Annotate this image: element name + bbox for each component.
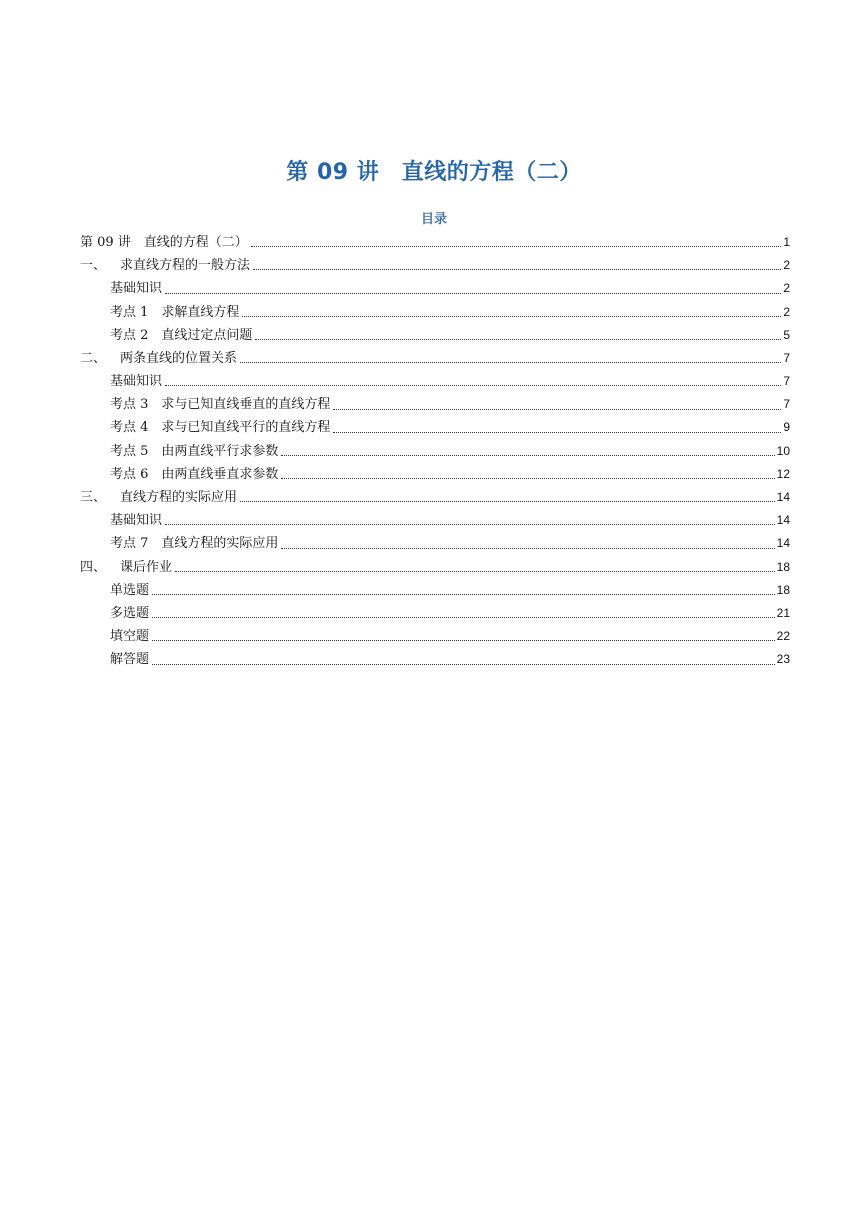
toc-entry-title: 考点 4 求与已知直线平行的直线方程 xyxy=(110,420,331,436)
toc-entry-title: 考点 1 求解直线方程 xyxy=(110,304,240,320)
toc-entry[interactable] xyxy=(80,463,790,486)
toc-dot-leader xyxy=(165,293,781,294)
toc-dot-leader xyxy=(165,385,781,386)
toc-dot-leader xyxy=(152,617,775,618)
toc-entry-number: 一、 xyxy=(80,258,107,274)
toc-heading: 目录 xyxy=(420,212,447,227)
toc-entry-page-number: 1 xyxy=(783,234,790,249)
toc-dot-leader xyxy=(281,455,774,456)
toc-entry-page-number: 14 xyxy=(776,513,790,528)
toc-entry-title: 基础知识 xyxy=(110,374,163,390)
toc-entry-page-number: 12 xyxy=(776,466,790,481)
toc-entry-title: 填空题 xyxy=(110,629,150,645)
toc-entry-page-number: 7 xyxy=(783,397,790,412)
toc-entry[interactable] xyxy=(80,231,790,254)
toc-entry[interactable] xyxy=(80,254,790,277)
toc-dot-leader xyxy=(152,594,775,595)
toc-entry[interactable] xyxy=(80,301,790,324)
toc-entry-page-number: 18 xyxy=(776,559,790,574)
toc-entry[interactable] xyxy=(80,556,790,579)
toc-dot-leader xyxy=(281,478,774,479)
toc-entry[interactable] xyxy=(80,440,790,463)
toc-entry-page-number: 2 xyxy=(783,304,790,319)
toc-entry-number: 二、 xyxy=(80,350,107,366)
toc-dot-leader xyxy=(242,316,781,317)
toc-entry[interactable] xyxy=(80,602,790,625)
toc-dot-leader xyxy=(333,409,781,410)
toc-entry-title: 第 09 讲 直线的方程（二） xyxy=(80,234,248,250)
toc-dot-leader xyxy=(281,548,774,549)
toc-dot-leader xyxy=(165,524,775,525)
toc-dot-leader xyxy=(255,339,781,340)
toc-entry-title: 考点 6 由两直线垂直求参数 xyxy=(110,466,279,482)
toc-dot-leader xyxy=(253,269,781,270)
toc-entry[interactable] xyxy=(80,277,790,300)
toc-dot-leader xyxy=(333,432,781,433)
toc-entry-number: 四、 xyxy=(80,559,107,575)
toc-entry-page-number: 14 xyxy=(776,536,790,551)
toc-entry-page-number: 2 xyxy=(783,281,790,296)
toc-dot-leader xyxy=(152,640,775,641)
toc-entry[interactable] xyxy=(80,324,790,347)
toc-entry[interactable] xyxy=(80,509,790,532)
toc-entry-number: 三、 xyxy=(80,490,107,506)
toc-entry-page-number: 21 xyxy=(776,605,790,620)
toc-dot-leader xyxy=(240,362,781,363)
toc-entry-page-number: 23 xyxy=(776,652,790,667)
toc-entry-title: 考点 2 直线过定点问题 xyxy=(110,327,253,343)
toc-entry[interactable] xyxy=(80,486,790,509)
toc-entry-page-number: 14 xyxy=(776,490,790,505)
toc-entry-title: 考点 5 由两直线平行求参数 xyxy=(110,443,279,459)
toc-entry-title: 直线方程的实际应用 xyxy=(120,490,238,506)
toc-entry[interactable] xyxy=(80,532,790,555)
toc-dot-leader xyxy=(251,246,782,247)
toc-entry-page-number: 22 xyxy=(776,629,790,644)
toc-entry[interactable] xyxy=(80,417,790,440)
toc-entry-title: 考点 7 直线方程的实际应用 xyxy=(110,536,279,552)
table-of-contents xyxy=(80,231,790,672)
toc-entry[interactable] xyxy=(80,370,790,393)
toc-dot-leader xyxy=(240,501,775,502)
toc-entry[interactable] xyxy=(80,347,790,370)
toc-entry-title: 基础知识 xyxy=(110,513,163,529)
toc-entry[interactable] xyxy=(80,625,790,648)
toc-entry-page-number: 18 xyxy=(776,582,790,597)
toc-entry-page-number: 9 xyxy=(783,420,790,435)
toc-entry-title: 多选题 xyxy=(110,605,150,621)
toc-entry-title: 解答题 xyxy=(110,652,150,668)
toc-entry-title: 两条直线的位置关系 xyxy=(120,350,238,366)
toc-entry-title: 单选题 xyxy=(110,582,150,598)
toc-dot-leader xyxy=(175,571,775,572)
toc-entry-title: 课后作业 xyxy=(120,559,173,575)
toc-entry-page-number: 7 xyxy=(783,374,790,389)
toc-entry[interactable] xyxy=(80,648,790,671)
toc-entry-title: 基础知识 xyxy=(110,281,163,297)
toc-entry-title: 考点 3 求与已知直线垂直的直线方程 xyxy=(110,397,331,413)
toc-entry-page-number: 5 xyxy=(783,327,790,342)
toc-dot-leader xyxy=(152,664,775,665)
toc-entry-page-number: 2 xyxy=(783,258,790,273)
toc-entry-page-number: 10 xyxy=(776,443,790,458)
toc-entry[interactable] xyxy=(80,393,790,416)
document-title: 第 09 讲 直线的方程（二） xyxy=(286,159,582,185)
toc-entry-page-number: 7 xyxy=(783,350,790,365)
toc-entry[interactable] xyxy=(80,579,790,602)
toc-entry-title: 求直线方程的一般方法 xyxy=(120,258,251,274)
